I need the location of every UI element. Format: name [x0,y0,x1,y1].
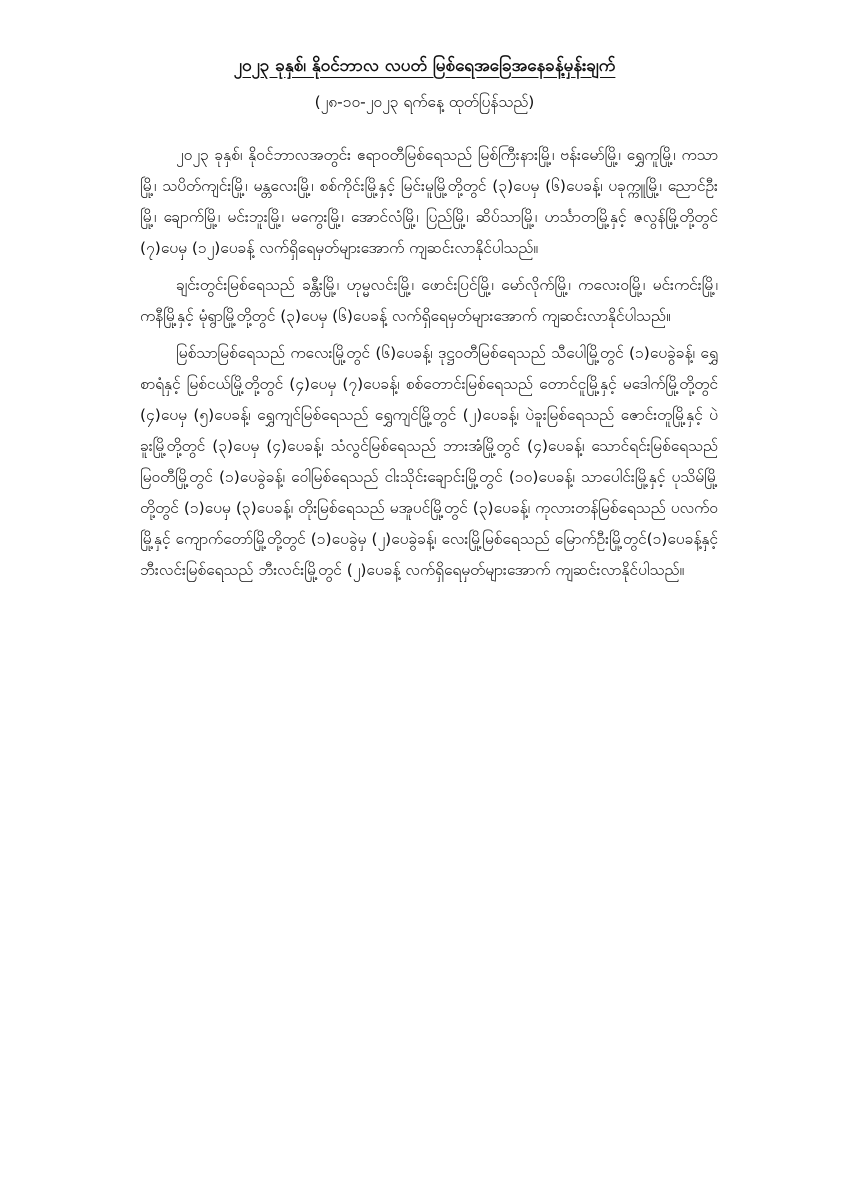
release-date: (၂၈-၁၀-၂၀၂၃ ရက်နေ့ ထုတ်ပြန်သည်) [314,93,535,111]
document-title [0,50,849,82]
paragraph-chindwin: ချင်းတွင်းမြစ်ရေသည် ခန္တီးမြို့၊ ဟုမ္မလင်းမြို့၊ ဖောင်းပြင်မြို့၊ မော်လိုက်မြို့၊ ကလေးဝမြို့၊ မင်းကင်းမြို့၊ ကနီမြို့နှင့် မုံရွာမြို့တို့တွင် (၃)ပေမှ (၆)ပေခန့် လက်ရှိရေမှတ်များအောက် ကျဆင်းလာနိုင်ပါသည်။ [140,276,718,325]
paragraph-other-rivers: မြစ်သာမြစ်ရေသည် ကလေးမြို့တွင် (၆)ပေခန့်၊ ဒုဋ္ဌဝတီမြစ်ရေသည် သီပေါမြို့တွင် (၁)ပေခွဲခန့်၊ ရွှေစာရံနှင့် မြစ်ငယ်မြို့တို့တွင် (၄)ပေမှ (၇)ပေခန့်၊ စစ်တောင်းမြစ်ရေသည် တောင်ငူမြို့နှင့် မဒေါက်မြို့တို့တွင် (၄)ပေမှ (၅)ပေခန့်၊ ရွှေကျင်မြစ်ရေသည် ရွှေကျင်မြို့တွင် (၂)ပေခန့်၊ ပဲခူးမြစ်ရေသည် ဇောင်းတူမြို့နှင့် ပဲခူးမြို့တို့တွင် (၃)ပေမှ (၄)ပေခန့်၊ သံလွင်မြစ်ရေသည် ဘားအံမြို့တွင် (၄)ပေခန့်၊ သောင်ရင်းမြစ်ရေသည် မြဝတီမြို့တွင် (၁)ပေခွဲခန့်၊ ဝေါမြစ်ရေသည် ငါးသိုင်းချောင်းမြို့တွင် (၁၀)ပေခန့်၊ သာပေါင်းမြို့နှင့် ပုသိမ်မြို့တို့တွင် (၁)ပေမှ (၃)ပေခန့်၊ တိုးမြစ်ရေသည် မအူပင်မြို့တွင် (၃)ပေခန့်၊ ကုလားတန်မြစ်ရေသည် ပလက်ဝမြို့နှင့် ကျောက်တော်မြို့တို့တွင် (၁)ပေခွဲမှ (၂)ပေခွဲခန့်၊ လေးမြို့မြစ်ရေသည် မြောက်ဦးမြို့တွင်(၁)ပေခန့်နှင့် ဘီးလင်းမြစ်ရေသည် ဘီးလင်းမြို့တွင် (၂)ပေခန့် လက်ရှိရေမှတ်များအောက် ကျဆင်းလာနိုင်ပါသည်။ [140,344,718,579]
document-title-text: ၂၀၂၃ ခုနှစ်၊ နိုဝင်ဘာလ လပတ် မြစ်ရေအခြေအနေခန့်မှန်းချက် [233,56,616,76]
document-body [140,140,718,592]
paragraph-ayeyarwady: ၂၀၂၃ ခုနှစ်၊ နိုဝင်ဘာလအတွင်း ဧရာဝတီမြစ်ရေသည် မြစ်ကြီးနားမြို့၊ ဗန်းမော်မြို့၊ ရွှေကူမြို့၊ ကသာမြို့၊ သပိတ်ကျင်းမြို့၊ မန္တလေးမြို့၊ စစ်ကိုင်းမြို့နှင့် မြင်းမူမြို့တို့တွင် (၃)ပေမှ (၆)ပေခန့်၊ ပခုက္ကူမြို့၊ ညောင်ဦးမြို့၊ ချောက်မြို့၊ မင်းဘူးမြို့၊ မကွေးမြို့၊ အောင်လံမြို့၊ ပြည်မြို့၊ ဆိပ်သာမြို့၊ ဟင်္သာတမြို့နှင့် ဇလွန်မြို့တို့တွင် (၇)ပေမှ (၁၂)ပေခန့် လက်ရှိရေမှတ်များအောက် ကျဆင်းလာနိုင်ပါသည်။ [140,146,718,257]
